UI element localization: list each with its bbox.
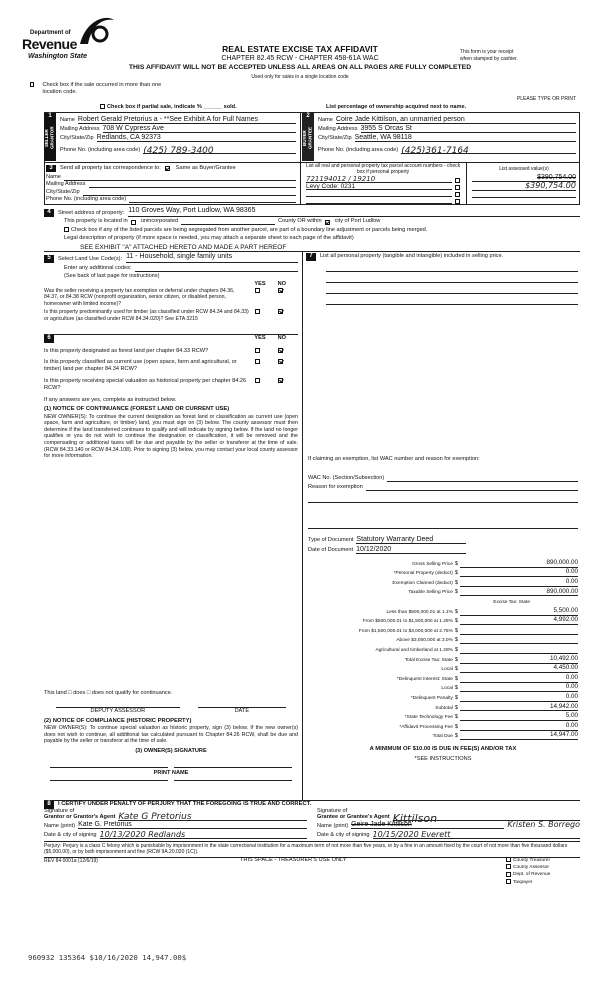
doc-type-field[interactable]: Statutory Warranty Deed — [356, 536, 465, 544]
county-field[interactable] — [181, 219, 275, 225]
no-checkbox[interactable] — [278, 348, 283, 353]
tax-line-value[interactable] — [460, 643, 578, 644]
tax-line-label: *Delinquent Penalty — [410, 695, 453, 701]
tax-line — [308, 702, 578, 712]
tax-line-value[interactable]: 5.00 — [460, 712, 578, 721]
tax-line — [308, 664, 578, 674]
unincorporated-label: unincorporated — [140, 217, 179, 224]
city-label: city of Port Ludlow — [334, 217, 381, 224]
print-name-label: PRINT NAME — [153, 770, 189, 777]
same-as-buyer-checkbox[interactable] — [165, 166, 170, 171]
checkbox[interactable] — [506, 864, 511, 869]
tax-line — [308, 731, 578, 741]
dollar-sign: $ — [454, 704, 458, 711]
tax-line-value[interactable]: 10,492.00 — [460, 655, 578, 664]
label: Name — [46, 173, 61, 180]
perjury-note: Perjury: Perjury is a class C felony which is punishable by imprisonment in the state correctional institution for a maximum term of not more than five years, or by a fine in an amount fixed by the court of not more than five thousand dollars ($5,000.00), or by both imprisonment and fine (RCW 9A.20.020 (1C)). — [44, 841, 580, 858]
copy-label: County Assessor — [513, 865, 549, 871]
copy-checkbox[interactable] — [506, 879, 550, 886]
copy-label: Taxpayer — [513, 879, 533, 885]
form-warning: THIS AFFIDAVIT WILL NOT BE ACCEPTED UNLESS ALL AREAS ON ALL PAGES ARE FULLY COMPLETED — [128, 64, 472, 71]
buyer-address-field[interactable]: 3955 S Orcas St — [361, 125, 577, 133]
certify-statement: I CERTIFY UNDER PENALTY OF PERJURY THAT THE FOREGOING IS TRUE AND CORRECT. — [58, 801, 312, 807]
correspondence-address-field[interactable] — [89, 181, 297, 188]
divider — [466, 162, 467, 205]
notice-continuance-text: NEW OWNER(S): To continue the current designation as forest land or classification as current use (open space, farm and agriculture, or timber) land, you must sign on (3) below. The county assessor must then determine if the land transferred continues to qualify and will indicate by signing below. If the land no longer qualifies or you do not wish to continue the designation or classification, it will be removed and the compensating or additional taxes will be due and payable by the seller or transferor at the time of sale. (RCW 84.33.140 or RCW 84.34.108). Prior to signing (3) below, you may contact your local county assessor for more information. — [44, 413, 298, 460]
grantee-name-handwritten: Kristen S. Borrego — [507, 820, 580, 829]
land-use-field[interactable]: 11 - Household, single family units — [126, 253, 298, 263]
question-forest: Is this property designated as forest land per chapter 84.33 RCW? — [44, 347, 209, 354]
section-number: 1 — [48, 113, 52, 119]
receipt-note-2: when stamped by cashier. — [460, 55, 518, 62]
checkbox[interactable] — [506, 857, 511, 862]
label: Date & city of signing — [317, 832, 370, 839]
dollar-sign: $ — [454, 685, 458, 692]
unincorporated-checkbox[interactable] — [131, 220, 136, 225]
section-number: 4 — [44, 209, 54, 217]
dollar-sign: $ — [454, 656, 458, 663]
label: Signature of — [317, 808, 348, 815]
no-checkbox[interactable] — [278, 309, 283, 314]
parcels-header: List all real and personal property tax parcel account numbers - check box if personal property — [305, 163, 461, 176]
parcel-field-4[interactable] — [306, 197, 452, 204]
form-chapter: CHAPTER 82.45 RCW - CHAPTER 458-61A WAC — [221, 55, 379, 62]
no-checkbox[interactable] — [278, 288, 283, 293]
section-7 — [306, 253, 578, 305]
dollar-sign: $ — [454, 733, 458, 740]
tax-line — [308, 577, 578, 587]
tax-line — [308, 721, 578, 731]
dollar-sign: $ — [454, 560, 458, 567]
exemption-block — [308, 456, 578, 762]
cashier-stamp: 960932 135364 $10/16/2020 14,947.00$ — [28, 953, 187, 962]
county-or-label: County OR within — [278, 217, 322, 224]
label: City/State/Zip — [60, 135, 94, 142]
grantee-date-city[interactable]: 10/15/2020 Everett — [373, 831, 580, 839]
tax-line-label: Subtotal — [435, 705, 453, 711]
personal-property-checkbox[interactable] — [455, 192, 460, 197]
tax-line — [308, 683, 578, 693]
dollar-sign: $ — [454, 723, 458, 730]
correspondence-phone-field[interactable] — [129, 196, 296, 203]
tax-line-label: *Affidavit Processing Fee — [399, 724, 453, 730]
multi-location-checkbox[interactable] — [30, 82, 170, 96]
tax-line — [308, 625, 578, 635]
reason-field-3[interactable] — [308, 503, 578, 529]
checkbox[interactable] — [30, 82, 34, 87]
copy-checkbox[interactable] — [506, 864, 550, 871]
land-qualify-text[interactable]: This land □ does □ does not qualify for continuance. — [44, 690, 173, 696]
divider — [44, 251, 580, 252]
dollar-sign: $ — [454, 570, 458, 577]
personal-property-line[interactable] — [326, 272, 578, 283]
yes-checkbox[interactable] — [255, 288, 260, 293]
tax-line — [308, 558, 578, 568]
no-checkbox[interactable] — [278, 359, 283, 364]
yes-checkbox[interactable] — [255, 309, 260, 314]
tax-line-label: Excise Tax: State — [493, 599, 530, 605]
receipt-note — [460, 49, 518, 62]
treasurer-note: THIS SPACE - TREASURER'S USE ONLY — [240, 857, 347, 863]
label: Phone No. (including area code) — [46, 196, 127, 203]
multi-location-label: Check box if the sale occurred in more than one location code. — [42, 82, 162, 95]
copy-checkbox[interactable] — [506, 857, 550, 864]
copy-distribution — [506, 857, 550, 886]
seller-address-field[interactable]: 708 W Cypress Ave — [103, 125, 297, 133]
question-historic: Is this property receiving special valuation as historical property per chapter 84.26 RCW? — [44, 378, 247, 392]
dollar-sign: $ — [454, 608, 458, 615]
tax-line-label: Above $3,000,000 at 3.0% — [396, 638, 453, 644]
label: Name — [318, 117, 333, 124]
tax-line-label: *State Technology Fee — [404, 715, 453, 721]
section-4 — [44, 207, 580, 252]
parcel-field-2[interactable]: Levy Code: 0231 — [306, 183, 452, 190]
tax-line — [308, 606, 578, 616]
section-6 — [44, 335, 298, 460]
dollar-sign: $ — [454, 694, 458, 701]
label: Date & city of signing — [44, 832, 97, 839]
yes-checkbox[interactable] — [255, 359, 260, 364]
section-number: 2 — [306, 113, 310, 119]
tax-line-value[interactable]: 4,992.00 — [460, 616, 578, 625]
additional-codes-field[interactable] — [135, 265, 298, 272]
column-divider — [302, 251, 303, 800]
tax-line-label: Gross Selling Price — [412, 561, 453, 567]
legal-description[interactable]: SEE EXHIBIT "A" ATTACHED HERETO AND MADE A PART HEREOF — [80, 243, 287, 251]
receipt-note-1: This form is your receipt — [460, 49, 514, 55]
seller-tab — [44, 113, 56, 161]
copy-label: County Treasurer — [513, 858, 551, 863]
street-address-field[interactable]: 110 Groves Way, Port Ludlow, WA 98365 — [128, 207, 580, 217]
seller-fields — [60, 115, 296, 154]
notice-compliance-text: NEW OWNER(S): To continue special valuation as historic property, sign (3) below. If the new owner(s) does not wish to continue, all additional tax calculated pursuant to Chapter 84.26 RCW, shall be due and payable by the seller or transferor at the time of sale. — [44, 725, 298, 745]
tax-line — [308, 616, 578, 626]
buyer-tab — [302, 113, 314, 161]
parcel-field-3[interactable] — [306, 190, 452, 197]
personal-property-checkbox[interactable] — [455, 199, 460, 204]
rev-number: REV 84 0001a (12/6/19) — [44, 858, 98, 864]
dept-line2: Revenue — [22, 36, 77, 52]
checkbox[interactable] — [506, 872, 511, 877]
tax-calculation — [308, 558, 578, 740]
checkbox[interactable] — [100, 104, 105, 109]
street-label: Street address of property: — [58, 209, 125, 216]
grantor-name-field[interactable]: Kate G. Pretorius — [78, 821, 307, 829]
see-back-note: (See back of last page for instructions) — [64, 272, 160, 279]
personal-property-label: List all personal property (tangible and intangible) included in selling price. — [320, 253, 504, 259]
tax-line-label: From $500,000.01 to $1,500,000 at 1.28% — [362, 619, 453, 625]
tax-line-label: Local — [441, 686, 453, 692]
tax-line-value[interactable] — [460, 634, 578, 635]
personal-property-checkbox[interactable] — [455, 185, 460, 190]
section-number: 5 — [44, 255, 54, 263]
additional-codes-label: Enter any additional codes: — [64, 264, 132, 271]
tax-line-value[interactable]: 0.00 — [460, 693, 578, 702]
tax-line — [308, 635, 578, 645]
reason-field-2[interactable] — [308, 491, 578, 503]
notice-continuance-title: (1) NOTICE OF CONTINUANCE (FOREST LAND OR CURRENT USE) — [44, 406, 230, 413]
tax-line-label: Total Excise Tax: State — [404, 657, 453, 663]
doc-date-label: Date of Document — [308, 547, 354, 553]
seller-phone-field[interactable]: (425) 789-3400 — [143, 146, 296, 154]
assessed-value-4[interactable] — [472, 198, 576, 205]
tax-line-value[interactable]: 4,450.00 — [460, 664, 578, 673]
tax-line — [308, 587, 578, 597]
assessed-header: List assessed value(s) — [499, 166, 549, 172]
tax-line-label: Taxable Selling Price — [408, 590, 453, 596]
segregated-checkbox[interactable] — [64, 227, 69, 232]
label: Name (print) — [44, 822, 76, 829]
grantee-signature[interactable]: Kittilson — [393, 813, 580, 821]
section-number: 3 — [46, 165, 56, 173]
yes-header: YES — [254, 280, 266, 287]
label: Phone No. (including area code) — [318, 147, 399, 154]
assessed-value-1[interactable]: $390,754.00 — [472, 174, 576, 182]
section-number: 8 — [44, 801, 54, 809]
tax-line — [308, 654, 578, 664]
no-header: NO — [277, 280, 286, 287]
buyer-phone-field[interactable]: (425)361-7164 — [401, 146, 576, 154]
label: City/State/Zip — [46, 188, 80, 195]
doc-date-field[interactable]: 10/12/2020 — [356, 546, 465, 554]
tax-line — [308, 596, 578, 606]
tax-line-label: Total Due — [432, 734, 453, 740]
buyer-city-field[interactable]: Seattle, WA 98118 — [355, 134, 576, 142]
tax-line-value[interactable]: 0.00 — [460, 578, 578, 587]
tax-line-label: From $1,500,000.01 to $3,000,000 at 2.75% — [358, 628, 453, 634]
doc-type-label: Type of Document — [308, 537, 354, 543]
grantor-signature[interactable]: Kate G Pretorius — [118, 813, 307, 821]
parcel-list — [306, 176, 462, 204]
grantor-date-city[interactable]: 10/13/2020 Redlands — [100, 831, 307, 839]
date-line[interactable]: DATE — [198, 707, 286, 715]
label: Grantor or Grantor's Agent — [44, 813, 116, 820]
located-label: This property is located in — [64, 217, 128, 224]
notice-compliance-title: (2) NOTICE OF COMPLIANCE (HISTORIC PROPERTY) — [44, 717, 192, 724]
tax-line-value[interactable]: 14,947.00 — [460, 731, 578, 740]
tax-line-label: *Delinquent Interest: State — [396, 676, 453, 682]
partial-sale-label: Check box if partial sale, indicate % ______ sold. — [107, 104, 237, 110]
tax-line — [308, 644, 578, 654]
exemption-label: If claiming an exemption, list WAC number and reason for exemption: — [308, 456, 480, 462]
yes-checkbox[interactable] — [255, 348, 260, 353]
label: City/State/Zip — [318, 135, 352, 142]
section-number: 7 — [306, 253, 316, 261]
send-label: Send all property tax correspondence to: — [60, 165, 161, 171]
yes-checkbox[interactable] — [255, 378, 260, 383]
tax-line-value[interactable]: 0.00 — [460, 674, 578, 683]
label: Phone No. (including area code) — [60, 147, 141, 154]
label: Mailing Address — [60, 126, 100, 133]
seller-name-field[interactable]: Robert Gerald Pretorius a - **See Exhibit A for Full Names — [78, 116, 296, 124]
wac-label: WAC No. (Section/Subsection) — [308, 475, 385, 481]
wac-field[interactable] — [387, 474, 578, 482]
tax-line — [308, 568, 578, 578]
dollar-sign: $ — [454, 579, 458, 586]
reason-label: Reason for exemption — [308, 484, 363, 490]
dept-line1: Department of — [30, 30, 71, 36]
buyer-fields — [318, 115, 576, 154]
legal-label: Legal description of property (if more space is needed, you may attach a separate sheet to each page of the affidavit) — [64, 234, 354, 241]
minimum-note: A MINIMUM OF $10.00 IS DUE IN FEE(S) AND/OR TAX — [369, 746, 517, 753]
segregated-label: Check box if any of the listed parcels are being segregated from another parcel, are part of a boundary line adjustment or parcels being merged. — [71, 226, 428, 233]
please-type: PLEASE TYPE OR PRINT — [516, 96, 576, 102]
label: Name (print) — [317, 822, 349, 829]
if-yes-note: If any answers are yes, complete as instructed below. — [44, 397, 177, 404]
dept-line3: Washington State — [28, 53, 87, 60]
dollar-sign: $ — [454, 666, 458, 673]
tax-line-value[interactable]: 14,942.00 — [460, 703, 578, 712]
dollar-sign: $ — [454, 675, 458, 682]
section-number: 6 — [44, 335, 54, 343]
question-current-use: Is this property classified as current use (open space, farm and agricultural, or timber) land per chapter 84.34 RCW? — [44, 359, 237, 373]
tax-line-value[interactable]: 0.00 — [460, 568, 578, 577]
dollar-sign: $ — [454, 714, 458, 721]
buyer-side-label: BUYER GRANTEE — [302, 126, 313, 149]
tax-line-value[interactable]: 890,000.00 — [460, 588, 578, 597]
label: Name — [60, 117, 75, 124]
form-title: REAL ESTATE EXCISE TAX AFFIDAVIT — [222, 44, 378, 54]
see-instructions: *SEE INSTRUCTIONS — [414, 755, 472, 762]
tax-line — [308, 673, 578, 683]
tax-line-value[interactable]: 0.00 — [460, 722, 578, 731]
continuance-block — [44, 690, 298, 781]
section-8 — [44, 801, 580, 839]
assessed-list — [472, 174, 576, 205]
copy-label: Dept. of Revenue — [513, 872, 551, 878]
personal-property-line[interactable] — [326, 283, 578, 294]
label: Mailing Address — [46, 181, 86, 188]
dollar-sign: $ — [454, 589, 458, 596]
section-3 — [46, 164, 296, 203]
tax-line-label: *Personal Property (deduct) — [393, 571, 453, 577]
logo-swoosh-icon — [76, 14, 116, 48]
divider — [300, 112, 301, 205]
no-checkbox[interactable] — [278, 378, 283, 383]
dollar-sign: $ — [454, 618, 458, 625]
tax-line-value[interactable]: 5,500.00 — [460, 607, 578, 616]
tax-line-label: Exemption Claimed (deduct) — [392, 580, 453, 586]
tax-line-label: Agricultural and timberland at 1.28% — [375, 647, 453, 653]
deputy-assessor-line[interactable]: DEPUTY ASSESSOR — [56, 707, 180, 715]
tax-line-label: Less than $500,000.01 at 1.1% — [386, 609, 453, 615]
question-exemption: Was the seller receiving a property tax exemption or deferral under chapters 84.36, 84.37, or 84.38 RCW (nonprofit organization, senior citizen, or disabled person, homeowner with limited income)? — [44, 287, 235, 307]
tax-line-value[interactable]: 0.00 — [460, 683, 578, 692]
seller-side-label: SELLER GRANTOR — [44, 126, 55, 149]
yes-header: YES — [254, 335, 266, 341]
assessed-value-2[interactable]: $390,754.00 — [472, 182, 576, 191]
label: Grantee or Grantee's Agent — [317, 813, 390, 820]
question-timber: Is this property predominantly used for timber (as classified under RCW 84.34 and 84.33) or agriculture (as classified under RCW 84.34.020)? See ETA 3215 — [44, 309, 249, 322]
tax-line — [308, 692, 578, 702]
copy-checkbox[interactable] — [506, 871, 550, 878]
parcel-field-1[interactable]: 721194012 / 19210 — [306, 176, 452, 183]
correspondence-city-field[interactable] — [83, 189, 296, 196]
checkbox[interactable] — [506, 879, 511, 884]
dollar-sign: $ — [454, 646, 458, 653]
dollar-sign: $ — [454, 627, 458, 634]
same-as-buyer-label: Same as Buyer/Grantee — [175, 165, 236, 171]
assessed-value-3[interactable] — [472, 191, 576, 198]
buyer-name-field[interactable]: Coire Jade Kittilson, an unmarried person — [336, 116, 576, 124]
land-use-label: Select Land Use Code(s): — [58, 255, 123, 262]
owner-signature-label: (3) OWNER(S) SIGNATURE — [135, 748, 207, 755]
no-header: NO — [277, 335, 286, 341]
seller-city-field[interactable]: Redlands, CA 92373 — [97, 134, 296, 142]
dollar-sign: $ — [454, 637, 458, 644]
partial-sale[interactable] — [100, 104, 237, 111]
personal-property-line[interactable] — [326, 261, 578, 272]
label: Mailing Address — [318, 126, 358, 133]
tax-line-label: Local — [441, 667, 453, 673]
tax-line — [308, 711, 578, 721]
city-checkbox[interactable] — [325, 220, 330, 225]
personal-property-line[interactable] — [326, 294, 578, 305]
tax-line-value[interactable]: 890,000.00 — [460, 559, 578, 568]
personal-property-checkbox[interactable] — [455, 178, 460, 183]
grantee-name-field[interactable]: Geire Jade Kittilson — [351, 821, 504, 829]
label: Signature of — [44, 808, 75, 815]
correspondence-name-field[interactable] — [64, 174, 296, 181]
single-location-note: Used only for sales in a single location code — [251, 74, 349, 80]
section-5 — [44, 253, 298, 322]
ownership-pct-note: List percentage of ownership acquired next to name. — [326, 104, 467, 110]
reason-field[interactable] — [366, 483, 578, 491]
